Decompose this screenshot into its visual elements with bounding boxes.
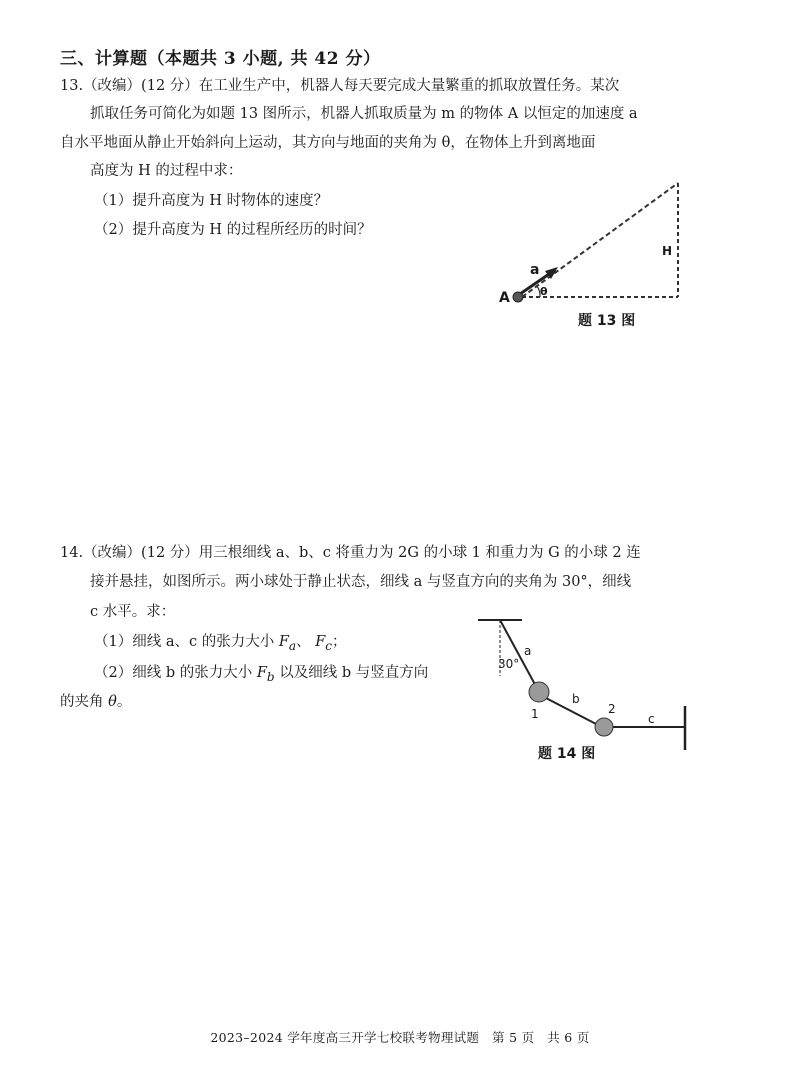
q13-label-theta: θ	[540, 285, 548, 298]
q14-var-fb: $F_b$	[256, 665, 275, 684]
q13-text-line-4: 高度为 H 的过程中求：	[90, 163, 243, 179]
subscript: a	[288, 638, 297, 653]
page-footer: 2023–2024 学年度高三开学七校联考物理试题 第 5 页 共 6 页	[210, 1030, 590, 1045]
q14-string-a	[500, 620, 538, 690]
q13-figure-caption: 题 13 图	[578, 313, 636, 329]
q14-var-theta: θ	[108, 694, 117, 710]
q13-object-a	[513, 292, 523, 302]
q14-figure	[470, 610, 700, 770]
q14-label-b: b	[572, 692, 580, 706]
q13-incline-line	[522, 183, 678, 297]
q14-label-1: 1	[531, 707, 539, 721]
subscript: c	[325, 638, 333, 653]
q14-text-line-1: 14.（改编）(12 分）用三根细线 a、b、c 将重力为 2G 的小球 1 和重力为 G 的小球 2 连	[60, 545, 641, 561]
q14-subquestion-2-continued	[60, 692, 131, 712]
q13-label-a: a	[530, 262, 540, 278]
subscript: b	[266, 669, 275, 684]
q13-subquestion-2: （2）提升高度为 H 的过程所经历的时间？	[94, 222, 372, 238]
q13-label-A: A	[499, 290, 510, 306]
q13-text-line-3: 自水平地面从静止开始斜向上运动，其方向与地面的夹角为 θ，在物体上升到离地面	[60, 135, 596, 151]
q14-ball-1	[529, 682, 549, 702]
q13-label-H: H	[662, 244, 673, 258]
q14-sub1-separator: 、	[296, 634, 316, 650]
q14-label-c: c	[648, 712, 655, 726]
q14-label-a: a	[524, 644, 532, 658]
q14-var-fc: $F_c$	[315, 634, 333, 653]
q14-subquestion-2	[94, 663, 428, 687]
q14-ball-2	[595, 718, 613, 736]
q13-text-line-2: 抓取任务可简化为如题 13 图所示，机器人抓取质量为 m 的物体 A 以恒定的加速度 a	[90, 106, 638, 122]
q14-string-b	[542, 696, 598, 725]
q14-sub2-line2-suffix: 。	[116, 694, 132, 710]
q14-var-fa: $F_a$	[278, 634, 297, 653]
q14-sub2-line2-prefix: 的夹角	[60, 694, 109, 710]
q14-sub1-prefix: （1）细线 a、c 的张力大小	[94, 634, 279, 650]
q14-label-30: 30°	[498, 657, 520, 671]
q14-subquestion-1	[94, 632, 347, 656]
q13-subquestion-1: （1）提升高度为 H 时物体的速度？	[94, 193, 329, 209]
q14-text-line-2: 接并悬挂，如图所示。两小球处于静止状态，细线 a 与竖直方向的夹角为 30°，细线	[90, 574, 632, 590]
q13-text-line-1: 13.（改编）(12 分）在工业生产中，机器人每天要完成大量繁重的抓取放置任务。某次	[60, 78, 620, 94]
q14-label-2: 2	[608, 702, 616, 716]
q14-figure-caption: 题 14 图	[538, 746, 596, 762]
q14-sub1-suffix: ；	[332, 634, 347, 650]
q14-text-line-3: c 水平。求：	[90, 604, 176, 620]
q14-sub2-prefix: （2）细线 b 的张力大小	[94, 665, 257, 681]
q14-sub2-suffix: 以及细线 b 与竖直方向	[274, 665, 429, 681]
section-title: 三、计算题（本题共 3 小题, 共 42 分）	[60, 49, 381, 69]
q13-figure	[490, 175, 690, 335]
